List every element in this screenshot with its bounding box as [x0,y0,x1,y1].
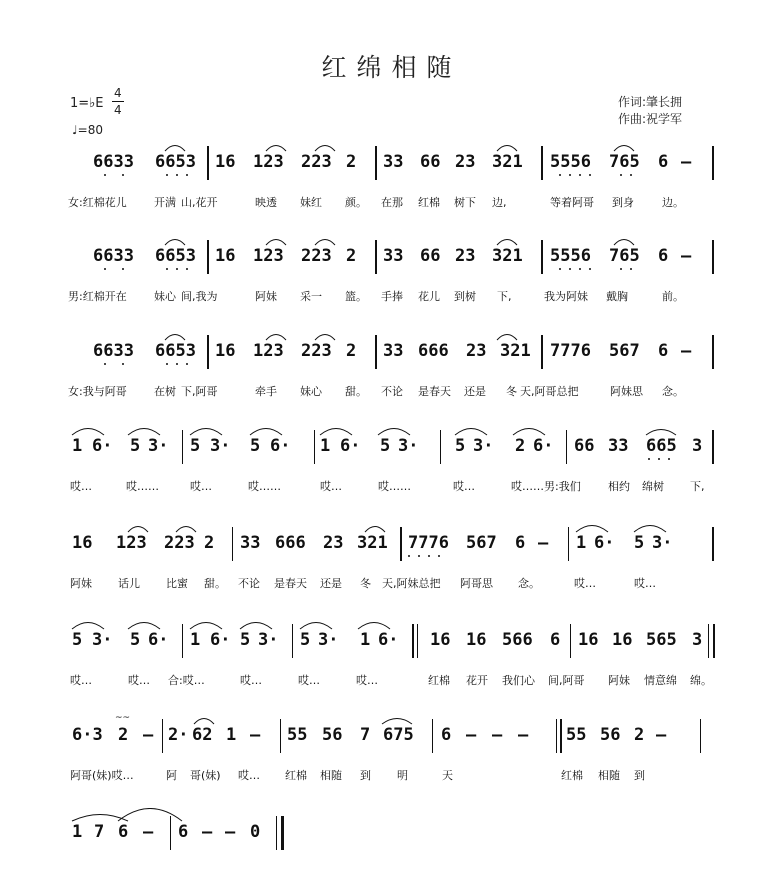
lyric-word: 山,花开 [181,196,218,209]
note-group: 66 [420,152,441,172]
note-group: — [492,725,503,745]
note-group: 3 [692,630,703,650]
lyric-word: 阿妹 [255,290,277,303]
note-group: 6· [378,630,399,650]
note-group: 3· [318,630,339,650]
note-group: 666 [418,341,449,361]
note-group: 6· [210,630,231,650]
lyric-word: 阿 [166,769,177,782]
note-group: 765 [609,246,640,266]
note-group: 6 [658,341,669,361]
note-group: 5556 [550,152,591,172]
underdots [0,458,783,464]
lyric-word: 哎… [453,480,475,493]
note-group: — [681,246,692,266]
lyric-word: 哎… [70,674,92,687]
note-group: 321 [492,152,523,172]
note-group: 223 [301,341,332,361]
bar-line [170,816,171,850]
lyric-word: 比蜜 [166,577,188,590]
note-group: — [466,725,477,745]
note-group: 23 [466,341,487,361]
lyric-word: 花儿 [418,290,440,303]
lyric-word: 到身 [612,196,634,209]
note-group: 675 [383,725,414,745]
note-group: 56 [600,725,621,745]
lyric-word: 我们心 [502,674,535,687]
note-group: 123 [253,246,284,266]
lyric-word: 哎… [128,674,150,687]
note-group: 55 [566,725,587,745]
lyric-word: 等着阿哥 [550,196,594,209]
note-group: 6633 [93,246,134,266]
note-group: 565 [646,630,677,650]
note-group: 2· [168,725,189,745]
note-group: 223 [301,152,332,172]
note-group: 2 [346,152,357,172]
underdots [0,174,783,180]
lyric-word: 间,我为 [181,290,218,303]
note-group: 5 [190,436,201,456]
lyric-word: 红棉 [561,769,583,782]
note-group: 5 [380,436,391,456]
composer-credit: 作曲:祝学军 [618,112,683,126]
bar-line [162,719,163,753]
note-group: 6653 [155,341,196,361]
note-group: — [656,725,667,745]
note-group: 123 [253,152,284,172]
note-group: 5 [240,630,251,650]
note-group: 321 [500,341,531,361]
note-group: 5 [130,436,141,456]
note-group: 0 [250,822,261,842]
lyric-word: 话儿 [118,577,140,590]
lyric-word: 开满 [154,196,176,209]
note-group: 6633 [93,341,134,361]
note-group: 3· [92,630,113,650]
bar-line [280,719,281,753]
lyric-word: 阿哥(妹)哎… [70,769,134,782]
lyric-word: 甜。 [204,577,226,590]
note-group: 16 [612,630,633,650]
note-group: 16 [430,630,451,650]
lyric-word: 阿妹 [70,577,92,590]
note-group: 2 [118,725,129,745]
note-group: 6 [658,246,669,266]
note-group: 7776 [550,341,591,361]
lyric-word: 哎… [70,480,92,493]
note-group: 16 [466,630,487,650]
note-group: 123 [253,341,284,361]
note-group: 3· [258,630,279,650]
underdots [0,363,783,369]
tempo-marking: ♩=80 [72,123,103,137]
lyric-word: 哎… [298,674,320,687]
lyric-word: 是春天 [418,385,451,398]
lyric-word: 下, [690,480,705,493]
note-group: 6· [533,436,554,456]
note-group: 55 [287,725,308,745]
slur-marks [0,616,783,630]
note-group: 33 [383,246,404,266]
bar-line [700,719,701,753]
lyric-word: 哎…… [378,480,411,493]
lyric-word: 红棉 [285,769,307,782]
note-group: 5 [300,630,311,650]
lyric-word: 下,阿哥 [181,385,218,398]
lyric-word: 哎… [320,480,342,493]
note-group: 5 [250,436,261,456]
lyric-word: 女:红棉花儿 [68,196,127,209]
note-group: 765 [609,152,640,172]
note-group: — [681,341,692,361]
lyric-word: 天 [442,769,453,782]
lyric-word: 哎… [238,769,260,782]
lyric-word: 阿哥思 [460,577,493,590]
lyric-word: 哎……男:我们 [511,480,581,493]
lyric-word: 树下 [454,196,476,209]
note-group: 567 [466,533,497,553]
time-signature-line [112,101,124,102]
key-signature: 1=♭E [70,96,104,111]
note-group: 33 [240,533,261,553]
lyric-word: 还是 [320,577,342,590]
note-group: 5556 [550,246,591,266]
lyric-word: 甜。 [345,385,367,398]
final-bar [281,816,284,850]
lyric-word: 天,阿妹总把 [382,577,441,590]
lyric-word: 前。 [662,290,684,303]
time-signature-bottom: 4 [114,103,122,117]
note-group: — [202,822,213,842]
time-signature-top: 4 [114,86,122,100]
note-group: 16 [215,152,236,172]
note-group: 3· [652,533,673,553]
lyric-word: 明 [397,769,408,782]
lyric-word: 冬 [360,577,371,590]
note-group: 6653 [155,152,196,172]
lyric-word: 到 [634,769,645,782]
lyric-word: 篮。 [345,290,367,303]
note-group: 3· [398,436,419,456]
lyric-word: 采一 [300,290,322,303]
note-group: 2 [204,533,215,553]
slur-marks [0,232,783,246]
lyric-word: 在那 [381,196,403,209]
slur-marks [0,808,783,822]
note-group: 33 [608,436,629,456]
lyric-word: 花开 [466,674,488,687]
lyric-word: 绵。 [690,674,712,687]
note-group: 66 [420,246,441,266]
note-group: 2 [346,246,357,266]
note-group: 23 [455,152,476,172]
note-group: 2 [634,725,645,745]
note-group: 66 [574,436,595,456]
note-group: 7776 [408,533,449,553]
lyric-word: 哎…… [126,480,159,493]
note-group: 23 [455,246,476,266]
song-title: 红绵相随 [321,53,462,82]
lyric-word: 我为阿妹 [544,290,588,303]
note-group: 16 [578,630,599,650]
lyric-word: 到 [360,769,371,782]
lyric-word: 天,阿哥总把 [520,385,579,398]
bar-line [570,624,571,658]
slur-marks [0,327,783,341]
lyric-word: 情意绵 [644,674,677,687]
lyric-word: 边。 [662,196,684,209]
note-group: — [143,725,154,745]
note-group: — [681,152,692,172]
note-group: 1 [190,630,201,650]
lyric-word: 相约 [608,480,630,493]
note-group: 2 [346,341,357,361]
bar-line [182,624,183,658]
lyric-word: 还是 [464,385,486,398]
repeat-start-bar [560,719,562,753]
note-group: 6· [340,436,361,456]
note-group: 6· [270,436,291,456]
note-group: 6 [441,725,452,745]
repeat-start-bar-thin [556,719,557,753]
note-group: 1 [360,630,371,650]
lyric-word: 阿妹思 [610,385,643,398]
lyric-word: 到树 [454,290,476,303]
note-group: 1 [72,436,83,456]
lyric-word: 哎… [574,577,596,590]
note-group: 665 [646,436,677,456]
note-group: 3· [148,436,169,456]
lyric-word: 合:哎… [168,674,205,687]
note-group: 566 [502,630,533,650]
note-group: 6· [148,630,169,650]
note-group: 6· [92,436,113,456]
note-group: 6· [594,533,615,553]
slur-marks [0,519,783,533]
underdots [0,555,783,561]
lyric-word: 妹心 [300,385,322,398]
note-group: 16 [215,246,236,266]
lyric-word: 戴胸 [606,290,628,303]
note-group: — [143,822,154,842]
repeat-end-bar [713,624,715,658]
lyric-word: 下, [497,290,512,303]
lyric-word: 红棉 [428,674,450,687]
note-group: 33 [383,341,404,361]
lyric-word: 妹心 [154,290,176,303]
note-group: 5 [634,533,645,553]
note-group: 1 [320,436,331,456]
lyric-word: 哎… [240,674,262,687]
note-group: 666 [275,533,306,553]
slur-marks [0,422,783,436]
lyric-word: 哥(妹) [190,769,221,782]
lyric-word: 相随 [320,769,342,782]
note-group: — [518,725,529,745]
slur-marks [0,711,783,725]
lyric-word: 红棉 [418,196,440,209]
note-group: 6 [118,822,129,842]
note-group: 6 [658,152,669,172]
lyric-word: 哎… [634,577,656,590]
note-group: 5 [455,436,466,456]
note-group: 23 [323,533,344,553]
note-group: 321 [492,246,523,266]
note-group: 56 [322,725,343,745]
note-group: 6633 [93,152,134,172]
note-group: 5 [130,630,141,650]
lyric-word: 映透 [255,196,277,209]
lyric-word: 绵树 [642,480,664,493]
note-group: 3 [692,436,703,456]
note-group: 7 [360,725,371,745]
note-group: — [225,822,236,842]
note-group: 62 [192,725,213,745]
note-group: 6 [178,822,189,842]
note-group: 1 [576,533,587,553]
lyric-word: 牵手 [255,385,277,398]
note-group: 6·3 [72,725,103,745]
note-group: 567 [609,341,640,361]
lyric-word: 颜。 [345,196,367,209]
lyricist-credit: 作词:肇长拥 [618,95,683,109]
lyric-word: 哎… [356,674,378,687]
note-group: 3· [473,436,494,456]
lyric-word: 妹红 [300,196,322,209]
note-group: 5 [72,630,83,650]
note-group: 2 [515,436,526,456]
final-bar-thin [276,816,277,850]
repeat-start-bar [412,624,414,658]
lyric-word: 女:我与阿哥 [68,385,127,398]
note-group: 7 [94,822,105,842]
note-group: 3· [210,436,231,456]
lyric-word: 在树 [154,385,176,398]
note-group: 1 [72,822,83,842]
note-group: 33 [383,152,404,172]
note-group: 6 [515,533,526,553]
lyric-word: 哎… [190,480,212,493]
lyric-word: 阿妹 [608,674,630,687]
lyric-word: 念。 [662,385,684,398]
lyric-word: 间,阿哥 [548,674,585,687]
note-group: 16 [72,533,93,553]
lyric-word: 不论 [238,577,260,590]
lyric-word: 念。 [518,577,540,590]
note-group: — [538,533,549,553]
lyric-word: 男:红棉开在 [68,290,127,303]
lyric-word: 边, [492,196,507,209]
bar-line [292,624,293,658]
lyric-word: 不论 [381,385,403,398]
note-group: 6653 [155,246,196,266]
repeat-end-bar-thin [708,624,709,658]
note-group: — [250,725,261,745]
note-group: 321 [357,533,388,553]
slur-marks [0,138,783,152]
note-group: 223 [164,533,195,553]
note-group: 123 [116,533,147,553]
repeat-start-bar-thin [417,624,418,658]
svg-text:~~: ~~ [115,713,131,723]
lyric-word: 冬 [506,385,517,398]
note-group: 223 [301,246,332,266]
lyric-word: 相随 [598,769,620,782]
lyric-word: 是春天 [274,577,307,590]
note-group: 16 [215,341,236,361]
note-group: 6 [550,630,561,650]
underdots [0,268,783,274]
bar-line [432,719,433,753]
note-group: 1 [226,725,237,745]
lyric-word: 手捧 [381,290,403,303]
lyric-word: 哎…… [248,480,281,493]
